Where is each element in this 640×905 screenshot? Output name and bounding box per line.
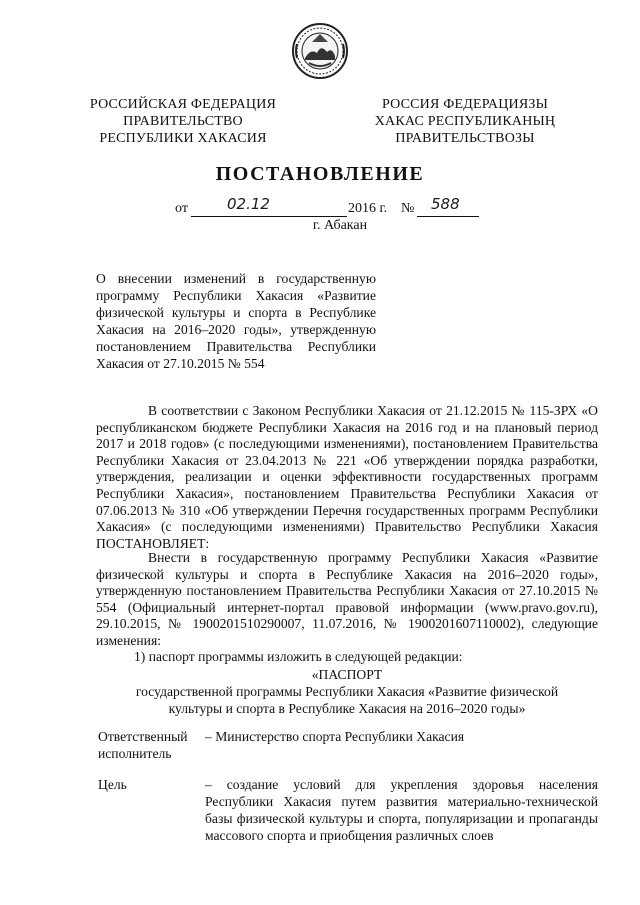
document-title: ПОСТАНОВЛЕНИЕ	[215, 163, 425, 185]
passport-row-label: Ответственный исполнитель	[98, 729, 188, 761]
date-underline	[191, 216, 347, 217]
passport-subheading: государственной программы Республики Хакасия «Развитие физической	[135, 684, 559, 699]
header-right	[360, 96, 570, 147]
header-left-line: ПРАВИТЕЛЬСТВО	[123, 114, 243, 129]
decree-subject: О внесении изменений в государственную программу Республики Хакасия «Развитие физической культуры и спорта в Республике Хакасия на 2016–2020 годы», утвержденную постановлением Правительства Республики Хакасия от 27.10.2015 № 554	[96, 271, 376, 371]
passport-row-text: – Министерство спорта Республики Хакасия	[205, 729, 465, 744]
date-year: 2016 г.	[348, 201, 388, 216]
number-underline	[417, 216, 479, 217]
number-label: №	[401, 201, 415, 216]
handwritten-date: 02.12	[227, 195, 270, 213]
body-paragraph: Внести в государственную программу Республики Хакасия «Развитие физической культуры и спорта в Республике Хакасия на 2016–2020 годы», утвержденную постановлением Правительства Республики Хакасия от 27.10.2015 № 554 (Официальный интернет-портал правовой информации (www.pravo.gov.ru), 29.10.2015, № 1900201510290007, 11.07.2016, № 1900201607110002), следующие изменения:	[96, 550, 598, 648]
body-paragraph: 1) паспорт программы изложить в следующей редакции:	[134, 649, 463, 664]
header-left-line: РЕСПУБЛИКИ ХАКАСИЯ	[99, 131, 267, 146]
header-right-line: ПРАВИТЕЛЬСТВОЗЫ	[395, 131, 535, 146]
header-right-line: ХАКАС РЕСПУБЛИКАНЫҢ	[374, 114, 556, 129]
header-right-line: РОССИЯ ФЕДЕРАЦИЯЗЫ	[381, 97, 549, 112]
date-prefix: от	[175, 201, 188, 216]
header-left	[78, 96, 288, 147]
handwritten-number: 588	[431, 195, 460, 213]
header-left-line: РОССИЙСКАЯ ФЕДЕРАЦИЯ	[89, 97, 277, 112]
passport-row-label: Цель	[98, 777, 127, 792]
passport-row-text: – создание условий для укрепления здоровья населения Республики Хакасия путем развития материально-технической базы физической культуры и спорта, популяризации и пропаганды массового спорта и приобщения различных слоев	[205, 777, 598, 843]
coat-of-arms-emblem	[291, 22, 349, 80]
city-label: г. Абакан	[312, 218, 368, 233]
passport-subheading: культуры и спорта в Республике Хакасия на 2016–2020 годы»	[168, 701, 526, 716]
body-paragraph: В соответствии с Законом Республики Хакасия от 21.12.2015 № 115-ЗРХ «О республиканском бюджете Республики Хакасия на 2016 год и на плановый период 2017 и 2018 годов» (с последующими изменениями), постановлением Правительства Республики Хакасия от 23.04.2013 № 221 «Об утверждении порядка разработки, утверждения, реализации и оценки эффективности государственных программ Республики Хакасия», постановлением Правительства Республики Хакасия от 07.06.2013 № 310 «Об утверждении Перечня государственных программ Республики Хакасия» (с последующими изменениями) Правительство Республики Хакасия ПОСТАНОВЛЯЕТ:	[96, 403, 598, 551]
passport-heading: «ПАСПОРТ	[311, 667, 383, 682]
